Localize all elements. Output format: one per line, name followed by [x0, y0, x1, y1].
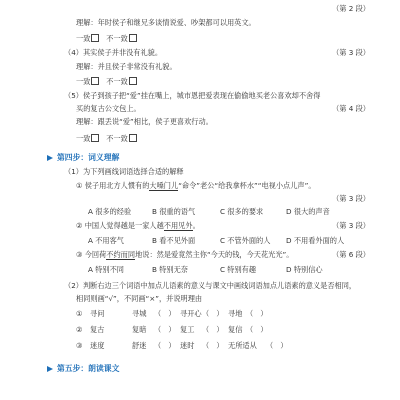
question-item-cont: 买的复古公文包上。 — [76, 104, 141, 113]
paragraph-ref: （第 6 段） — [332, 250, 370, 259]
answer-blank[interactable]: （ ） — [202, 341, 224, 350]
option-inconsistent: 不一致 — [106, 34, 128, 43]
answer-blank[interactable]: （ ） — [154, 341, 176, 350]
triangle-bullet-icon — [47, 155, 53, 161]
paragraph-ref: （第 3 段） — [332, 48, 370, 57]
answer-blank[interactable]: （ ） — [154, 309, 176, 318]
paragraph-ref: （第 3 段） — [332, 221, 370, 230]
answer-blank[interactable]: （ ） — [246, 325, 268, 334]
choice-option[interactable]: A 很多的经验 — [88, 207, 132, 216]
option-inconsistent: 不一致 — [106, 134, 128, 143]
row-number: ① — [76, 309, 83, 318]
question-item: （4）其实侯子并非没有礼貌。 — [64, 48, 163, 57]
option-consistent: 一致 — [76, 34, 91, 43]
row-word: 舒迷 — [132, 341, 147, 350]
paragraph-ref: （第 3 段） — [332, 194, 370, 203]
answer-blank[interactable]: （ ） — [202, 325, 224, 334]
sub-question: ② 中国人觉得越是一家人越不用见外。 — [76, 221, 200, 230]
row-word: 复暗 — [132, 325, 147, 334]
option-inconsistent: 不一致 — [106, 77, 128, 86]
question-item: （5）侯子到孩子把“爱”挂在嘴上，城市恩把爱表现在偷偷地买老公喜欢却不舍得 — [64, 91, 321, 100]
choice-option[interactable]: D 不用看外面的人 — [286, 236, 345, 245]
row-word: 寻开心 — [180, 309, 202, 318]
checkbox[interactable] — [129, 134, 137, 142]
underlined-word: 不约而同 — [106, 250, 136, 259]
choice-option[interactable]: A 不用客气 — [88, 236, 124, 245]
row-key-word: 迷度 — [90, 341, 105, 350]
underlined-word: 不用见外 — [163, 221, 193, 230]
triangle-bullet-icon — [47, 366, 53, 372]
checkbox[interactable] — [91, 134, 99, 142]
question-intro: （1）为下列画线词语选择合适的解释 — [64, 167, 184, 176]
choice-option[interactable]: D 特别信心 — [286, 265, 323, 274]
sub-question: ③ 今回荷不约而同地说：然是爱竟然主你“今天的钱，今天花光光”。 — [76, 250, 294, 259]
row-word: 寻城 — [132, 309, 147, 318]
answer-blank[interactable]: （ ） — [202, 309, 224, 318]
row-word: 复信 — [228, 325, 243, 334]
option-consistent: 一致 — [76, 134, 91, 143]
choice-option[interactable]: B 很重的语气 — [152, 207, 196, 216]
row-word: 复工 — [180, 325, 195, 334]
answer-blank[interactable]: （ ） — [154, 325, 176, 334]
option-consistent: 一致 — [76, 77, 91, 86]
sub-question: ① 侯子用北方人惯有的大嗓门儿“命令”老公“给我拿杯水”“电视小点儿声”。 — [76, 181, 316, 190]
row-key-word: 寻问 — [90, 309, 105, 318]
row-key-word: 复古 — [90, 325, 105, 334]
question-intro-cont: 相同则画“√”，不同画“×”，并说明理由 — [76, 294, 203, 303]
section-heading: 第四步：词义理解 — [47, 153, 119, 163]
checkbox[interactable] — [91, 34, 99, 42]
choice-option[interactable]: C 特别有趣 — [220, 265, 257, 274]
checkbox[interactable] — [129, 34, 137, 42]
choice-option[interactable]: D 很大的声音 — [286, 207, 330, 216]
answer-blank[interactable]: （ ） — [246, 309, 268, 318]
answer-blank[interactable]: （ ） — [266, 341, 288, 350]
understanding-text: 理解：并且侯子非常没有礼貌。 — [76, 62, 177, 71]
row-word: 迷时 — [180, 341, 195, 350]
row-word: 无所适从 — [228, 341, 257, 350]
underlined-word: 大嗓门儿 — [149, 181, 179, 190]
understanding-text: 理解：年时侯子和继兄多谈情说爱、吵架都可以用英文。 — [76, 18, 256, 27]
question-intro: （2）判断右边三个词语中加点儿语素的意义与课文中画线词语加点儿语素的意义是否相同， — [64, 281, 357, 290]
choice-option[interactable]: B 特别无奈 — [152, 265, 188, 274]
row-number: ③ — [76, 341, 83, 350]
checkbox[interactable] — [129, 77, 137, 85]
judge-row — [76, 77, 137, 86]
choice-option[interactable]: C 不管外面的人 — [220, 236, 271, 245]
row-number: ② — [76, 325, 83, 334]
choice-option[interactable]: B 看不见外面 — [152, 236, 196, 245]
judge-row — [76, 34, 137, 43]
row-word: 寻地 — [228, 309, 243, 318]
choice-option[interactable]: A 特别不同 — [88, 265, 124, 274]
checkbox[interactable] — [91, 77, 99, 85]
understanding-text: 理解：跟丢说“爱”相比，侯子更喜欢行动。 — [76, 117, 213, 126]
choice-option[interactable]: C 很多的要求 — [220, 207, 264, 216]
judge-row — [76, 134, 137, 143]
paragraph-ref: （第 4 段） — [332, 104, 370, 113]
section-heading: 第五步：朗读课文 — [47, 364, 119, 374]
paragraph-ref: （第 2 段） — [332, 4, 370, 13]
